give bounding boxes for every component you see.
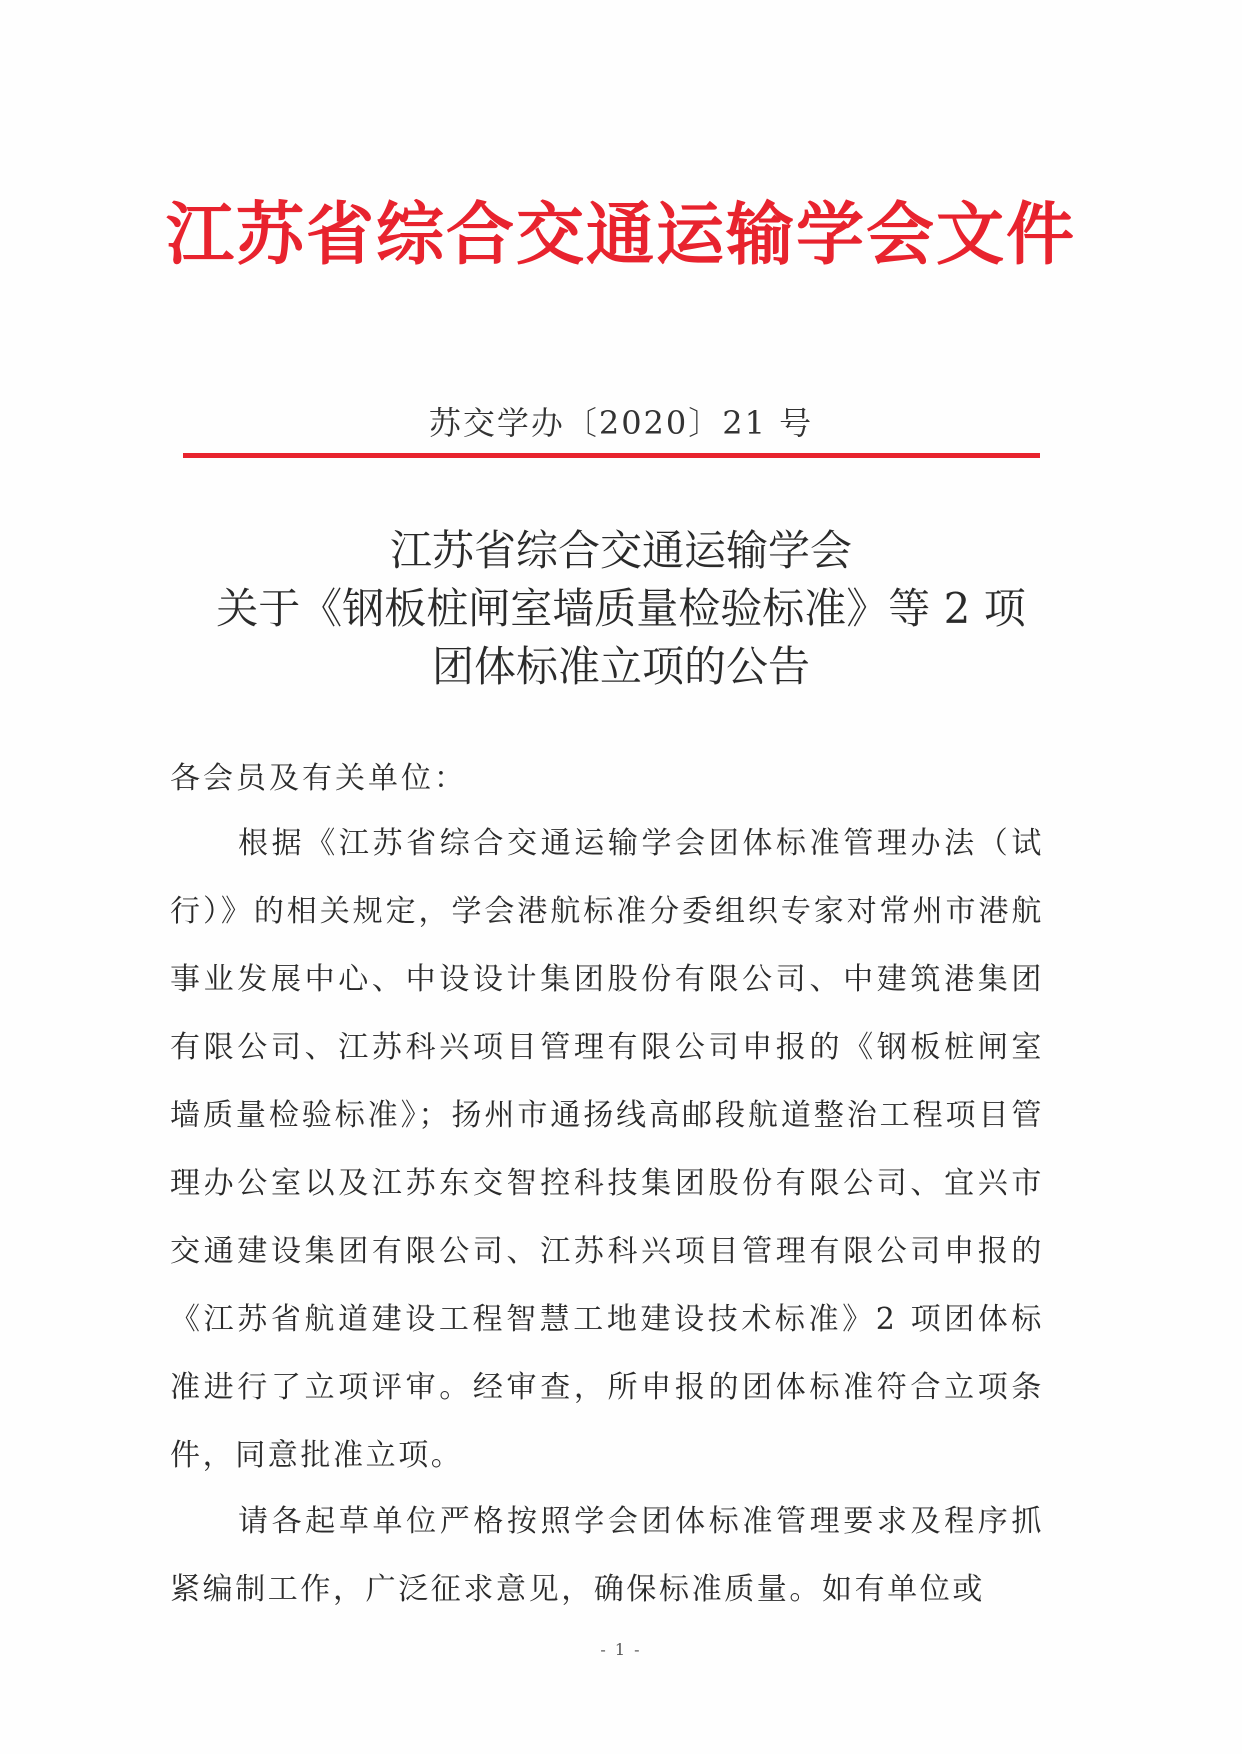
announcement-title-line-2: 关于《钢板桩闸室墙质量检验标准》等 2 项 xyxy=(216,584,1026,633)
announcement-title xyxy=(0,522,1242,696)
announcement-title-line-1: 江苏省综合交通运输学会 xyxy=(389,526,852,575)
salutation: 各会员及有关单位： xyxy=(170,761,467,796)
announcement-title-line-3: 团体标准立项的公告 xyxy=(431,642,810,691)
body-paragraph-1: 根据《江苏省综合交通运输学会团体标准管理办法（试行）》的相关规定，学会港航标准分委组织专家对常州市港航事业发展中心、中设设计集团股份有限公司、中建筑港集团有限公司、江苏科兴项目管理有限公司申报的《钢板桩闸室墙质量检验标准》；扬州市通扬线高邮段航道整治工程项目管理办公室以及江苏东交智控科技集团股份有限公司、宜兴市交通建设集团有限公司、江苏科兴项目管理有限公司申报的《江苏省航道建设工程智慧工地建设技术标准》2 项团体标准进行了立项评审。经审查，所申报的团体标准符合立项条件，同意批准立项。 xyxy=(170,826,1044,1473)
document-header-title: 江苏省综合交通运输学会文件 xyxy=(165,196,1076,275)
body-paragraph-2: 请各起草单位严格按照学会团体标准管理要求及程序抓紧编制工作，广泛征求意见，确保标准质量。如有单位或 xyxy=(170,1504,1044,1607)
page-number: - 1 - xyxy=(600,1640,642,1659)
red-divider-line xyxy=(183,453,1040,458)
document-number: 苏交学办〔2020〕21 号 xyxy=(428,404,814,442)
